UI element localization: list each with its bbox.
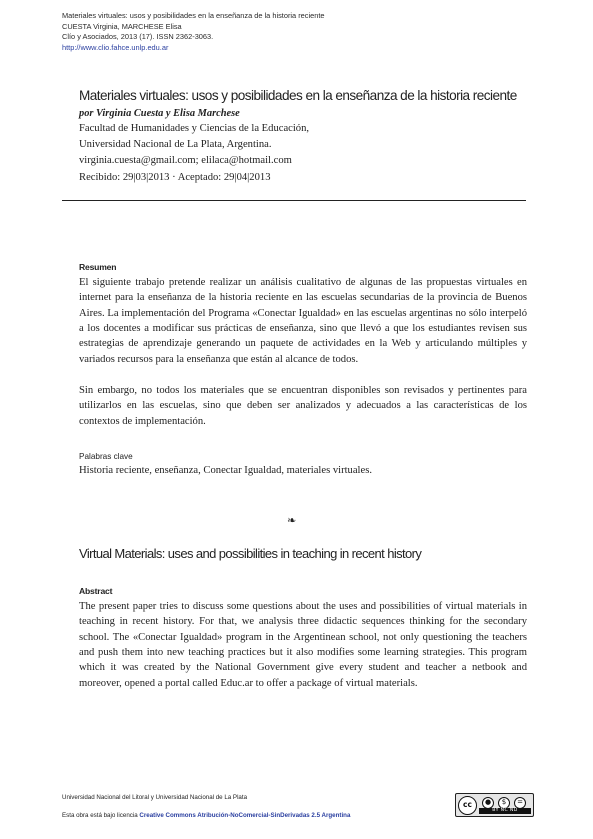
received-accepted-dates: Recibido: 29|03|2013 · Aceptado: 29|04|2013: [79, 171, 271, 183]
non-commercial-icon: $: [498, 797, 510, 809]
attribution-icon: ●: [482, 797, 494, 809]
abstract-heading: Abstract: [79, 586, 113, 596]
article-title: Materiales virtuales: usos y posibilidades en la enseñanza de la historia reciente: [79, 88, 517, 103]
footer-institutions: Universidad Nacional del Litoral y Universidad Nacional de La Plata: [62, 794, 248, 801]
author-emails: virginia.cuesta@gmail.com; elilaca@hotmail.com: [79, 155, 292, 167]
footer-license: [62, 812, 350, 819]
affiliation-block: [79, 121, 309, 186]
article-authors: por Virginia Cuesta y Elisa Marchese: [79, 108, 240, 119]
cc-license-bar: BY NC ND: [479, 808, 531, 814]
no-derivatives-icon: =: [514, 797, 526, 809]
running-header-title: Materiales virtuales: usos y posibilidades en la enseñanza de la historia reciente: [62, 11, 325, 20]
license-link[interactable]: Creative Commons Atribución-NoComercial-SinDerivadas 2.5 Argentina: [139, 812, 351, 819]
creative-commons-badge[interactable]: [455, 793, 534, 817]
running-header-authors: CUESTA Virginia, MARCHESE Elisa: [62, 21, 182, 31]
cc-logo-icon: cc: [458, 796, 477, 815]
running-header-journal: Clío y Asociados, 2013 (17). ISSN 2362-3063.: [62, 32, 214, 42]
section-ornament-icon: ❧: [287, 514, 297, 527]
journal-url-link[interactable]: http://www.clio.fahce.unlp.edu.ar: [62, 42, 169, 52]
english-title: Virtual Materials: uses and possibilities in teaching in recent history: [79, 546, 422, 561]
keywords-list: Historia reciente, enseñanza, Conectar Igualdad, materiales virtuales.: [79, 465, 372, 476]
license-prefix: Esta obra está bajo licencia: [62, 812, 140, 819]
affiliation-faculty: Facultad de Humanidades y Ciencias de la Educación,: [79, 123, 310, 134]
affiliation-university: Universidad Nacional de La Plata, Argentina.: [79, 139, 272, 151]
resumen-heading: Resumen: [79, 262, 117, 272]
resumen-paragraph-2: Sin embargo, no todos los materiales que se encuentran disponibles son revisados y pertinentes para utilizarlos en las escuelas, sino que deben ser analizados y adecuados a las características de los contextos de implementación.: [79, 385, 527, 427]
resumen-paragraph-1: El siguiente trabajo pretende realizar un análisis cualitativo de algunas de las propuestas virtuales en internet para la enseñanza de la historia reciente en las escuelas secundarias de la provincia de Buenos Aires. La implementación del Programa «Conectar Igualdad» en las escuelas argentinas no sólo interpeló a los docentes a modificar sus prácticas de enseñanza, sino que llevó a que los estudiantes revisen sus estrategias de aprendizaje generando un paquete de actividades en la Web y articulando múltiples y variados recursos para la enseñanza que están al alcance de todos.: [79, 277, 527, 365]
title-divider: [62, 200, 526, 201]
abstract-paragraph: The present paper tries to discuss some questions about the uses and possibilities of virtual materials in teaching in recent history. For that, we analysis three didactic sequences thinking for the secondary school. The «Conectar Igualdad» program in the Argentinean school, not only questioning the teachers and push them into new teaching practices but it also modifies some learning strategies. This program which it was created by the National Government give every student and teacher a netbook and moreover, opened a portal called Educ.ar to offer a package of virtual materials.: [79, 601, 527, 689]
running-header: [62, 11, 325, 53]
keywords-label: Palabras clave: [79, 452, 133, 461]
